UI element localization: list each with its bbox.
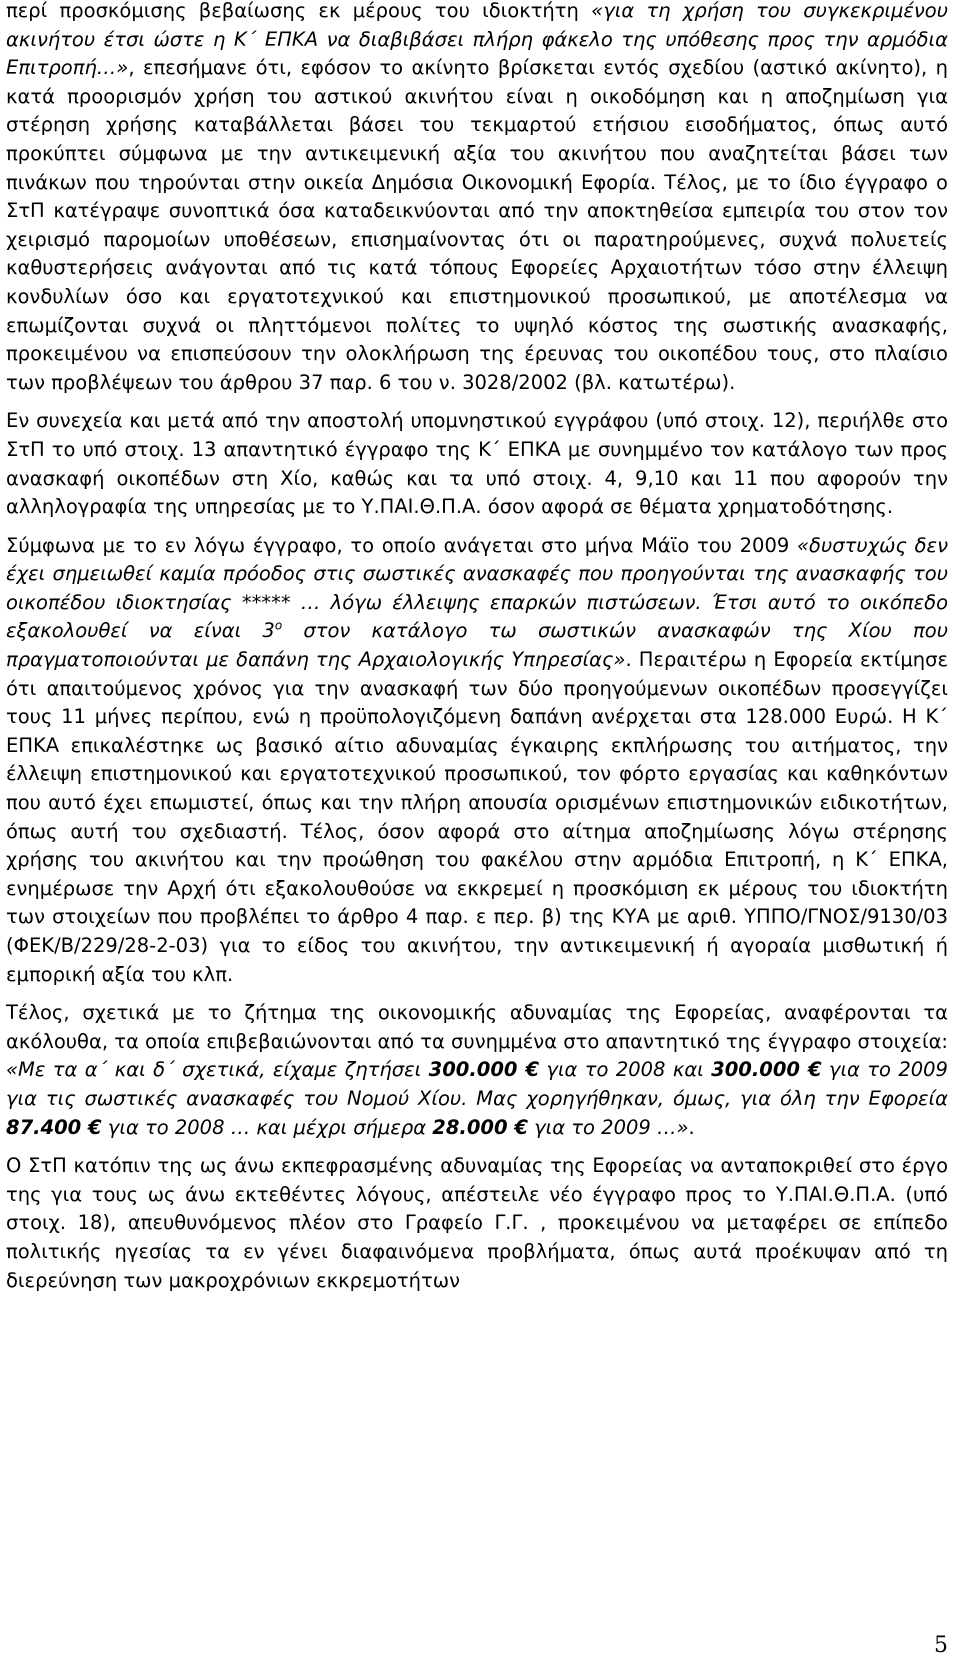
paragraph bbox=[6, 407, 948, 521]
document-page bbox=[6, 0, 948, 1305]
text-run: για το 2008 … και μέχρι σήμερα bbox=[101, 1115, 433, 1139]
text-run: Εν συνεχεία και μετά από την αποστολή υπομνηστικού εγγράφου (υπό στοιχ. 12), περιήλθε στο ΣτΠ το υπό στοιχ. 13 απαντητικό έγγραφο της Κ΄ ΕΠΚΑ με συνημμένο τον κατάλογο των προς ανασκαφή οικοπέδων στη Χίο, καθώς και τα υπό στοιχ. 4, 9,10 και 11 που αφορούν την αλληλογραφία της υπηρεσίας με το Υ.ΠΑΙ.Θ.Π.Α. όσον αφορά σε θέματα χρηματοδότησης. bbox=[6, 409, 948, 519]
text-run: για το 2008 και bbox=[539, 1058, 712, 1082]
paragraph bbox=[6, 0, 948, 397]
text-run: Σύμφωνα με το εν λόγω έγγραφο, το οποίο ανάγεται στο μήνα Μάϊο του 2009 bbox=[6, 533, 797, 557]
text-run: 87.400 € bbox=[6, 1115, 102, 1139]
paragraph bbox=[6, 532, 948, 990]
text-run: για το 2009 για τις σωστικές ανασκαφές του Νομού Χίου. Μας χορηγήθηκαν, όμως, για όλη την Εφορεία bbox=[6, 1058, 948, 1110]
text-run: Ο ΣτΠ κατόπιν της ως άνω εκπεφρασμένης αδυναμίας της Εφορείας να ανταποκριθεί στο έργο της για τους ως άνω εκτεθέντες λόγους, απέστειλε νέο έγγραφο προς το Υ.ΠΑΙ.Θ.Π.Α. (υπό στοιχ. 18), απευθυνόμενος πλέον στο Γραφείο Γ.Γ. , προκειμένου να μεταφέρει σε επίπεδο πολιτικής ηγεσίας τα εν γένει διαφαινόμενα προβλήματα, όπως αυτά προέκυψαν από τη διερεύνηση των μακροχρόνιων εκκρεμοτήτων bbox=[6, 1154, 948, 1292]
page-number: 5 bbox=[934, 1633, 948, 1658]
text-run: . bbox=[688, 1115, 695, 1139]
text-run: «Με τα α΄ και δ΄ σχετικά, είχαμε ζητήσει bbox=[6, 1058, 429, 1082]
text-run: για το 2009 …» bbox=[527, 1115, 689, 1139]
text-run: 28.000 € bbox=[432, 1115, 528, 1139]
text-run: στον κατάλογο τω σωστικών ανασκαφών της Χίου που πραγματοποιούνται με δαπάνη της Αρχαιολογικής Υπηρεσίας» bbox=[6, 619, 948, 672]
paragraph bbox=[6, 999, 948, 1142]
text-run: περί προσκόμισης βεβαίωσης εκ μέρους του ιδιοκτήτη bbox=[6, 0, 592, 22]
paragraph bbox=[6, 1152, 948, 1295]
text-run: «δυστυχώς δεν έχει σημειωθεί καμία πρόοδος στις σωστικές ανασκαφές που προηγούνται της ανασκαφής του οικοπέδου ιδιοκτησίας ***** … λόγω έλλειψης επαρκών πιστώσεων. Έτσι αυτό το οικόπεδο εξακολουθεί να είναι 3 bbox=[6, 533, 948, 643]
text-run: ο bbox=[274, 618, 283, 633]
text-run: 300.000 € bbox=[428, 1058, 540, 1082]
text-run: Τέλος, σχετικά με το ζήτημα της οικονομικής αδυναμίας της Εφορείας, αναφέρονται τα ακόλουθα, τα οποία επιβεβαιώνονται από τα συνημμένα στο απαντητικό της έγγραφο στοιχεία: bbox=[6, 1001, 948, 1053]
text-run: «για τη χρήση του συγκεκριμένου ακινήτου έτσι ώστε η Κ΄ ΕΠΚΑ να διαβιβάσει πλήρη φάκελο της υπόθεσης προς την αρμόδια Επιτροπή…» bbox=[6, 0, 948, 80]
text-run: 300.000 € bbox=[711, 1058, 822, 1082]
text-run: , επεσήμανε ότι, εφόσον το ακίνητο βρίσκεται εντός σχεδίου (αστικό ακίνητο), η κατά προορισμόν χρήση του αστικού ακινήτου είναι η οικοδόμηση και η αποζημίωση για στέρηση χρήσης καταβάλλεται βάσει του τεκμαρτού ετήσιου εισοδήματος, όπως αυτό προκύπτει σύμφωνα με την αντικειμενική αξία του ακινήτου που αναζητείται βάσει των πινάκων που τηρούνται στην οικεία Δημόσια Οικονομική Εφορία. Τέλος, με το ίδιο έγγραφο ο ΣτΠ κατέγραψε συνοπτικά όσα καταδεικνύονται από την αποκτηθείσα εμπειρία του στον τον χειρισμό παρομοίων υποθέσεων, επισημαίνοντας ότι οι παρατηρούμενες, συχνά πολυετείς καθυστερήσεις ανάγονται από τις κατά τόπους Εφορείες Αρχαιοτήτων τόσο στην έλλειψη κονδυλίων όσο και εργατοτεχνικού και επιστημονικού προσωπικού, με αποτέλεσμα να επωμίζονται συχνά οι πληττόμενοι πολίτες το υψηλό κόστος της σωστικής ανασκαφής, προκειμένου να επισπεύσουν την ολοκλήρωση της έρευνας του οικοπέδου τους, στο πλαίσιο των προβλέψεων του άρθρου 37 παρ. 6 του ν. 3028/2002 (βλ. κατωτέρω). bbox=[6, 56, 948, 394]
text-run: . Περαιτέρω η Εφορεία εκτίμησε ότι απαιτούμενος χρόνος για την ανασκαφή των δύο προηγούμενων οικοπέδων προσεγγίζει τους 11 μήνες περίπου, ενώ η προϋπολογιζόμενη δαπάνη ανέρχεται στα 128.000 Ευρώ. Η Κ΄ ΕΠΚΑ επικαλέστηκε ως βασικό αίτιο αδυναμίας έγκαιρης εκπλήρωσης του αιτήματος, την έλλειψη επιστημονικού και εργατοτεχνικού προσωπικού, τον φόρτο εργασίας και καθηκόντων που αυτό έχει επωμιστεί, όπως και την πλήρη απουσία ορισμένων επιστημονικών ειδικοτήτων, όπως αυτή του σχεδιαστή. Τέλος, όσον αφορά στο αίτημα αποζημίωσης λόγω στέρησης χρήσης του ακινήτου και την προώθηση του φακέλου στην αρμόδια Επιτροπή, η Κ΄ ΕΠΚΑ, ενημέρωσε την Αρχή ότι εξακολουθούσε να εκκρεμεί η προσκόμιση εκ μέρους του ιδιοκτήτη των στοιχείων που προβλέπει το άρθρο 4 παρ. ε περ. β) της ΚΥΑ με αριθ. ΥΠΠΟ/ΓΝΟΣ/9130/03 (ΦΕΚ/Β/229/28-2-03) για το είδος του ακινήτου, την αντικειμενική ή αγοραία μισθωτική ή εμπορική αξία του κλπ. bbox=[6, 648, 948, 986]
